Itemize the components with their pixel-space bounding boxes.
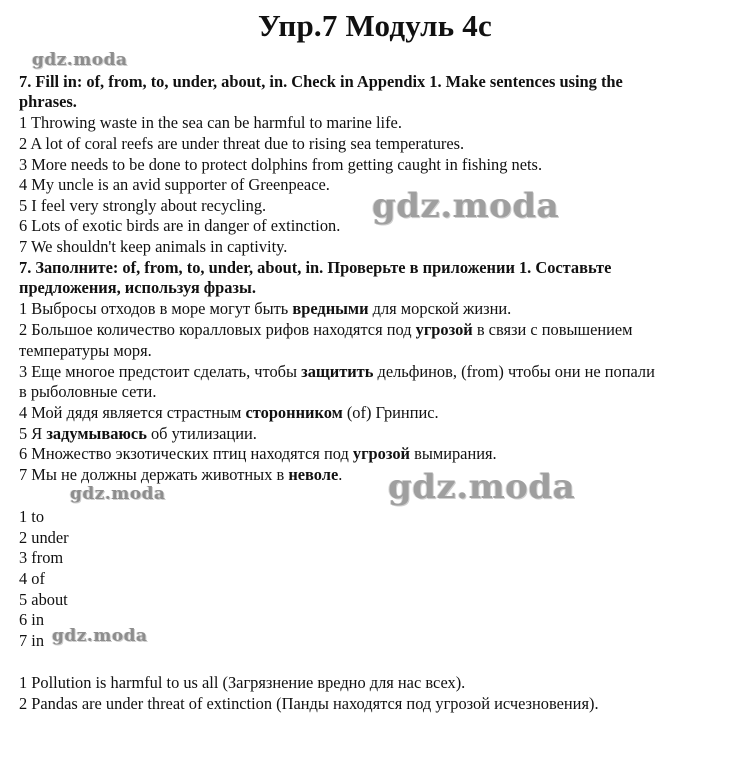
answer-item: 4 of <box>19 569 45 588</box>
en-sentence: 3 More needs to be done to protect dolphins from getting caught in fishing nets. <box>19 155 543 174</box>
en-sentence: 5 I feel very strongly about recycling. <box>19 196 267 215</box>
en-instruction: 7. Fill in: of, from, to, under, about, in. Check in Appendix 1. Make sentences using the <box>19 72 623 91</box>
answer-item: 1 to <box>19 507 45 526</box>
watermark: gdz.moda <box>32 50 128 70</box>
ru-sentence: 2 Большое количество коралловых рифов находятся под угрозой в связи с повышением <box>19 320 633 339</box>
page-title: Упр.7 Модуль 4с <box>258 8 492 43</box>
ru-sentence: 4 Мой дядя является страстным сторонником (of) Гринпис. <box>19 403 439 422</box>
en-sentence: 6 Lots of exotic birds are in danger of extinction. <box>19 216 341 235</box>
watermark: gdz.moda <box>52 626 148 646</box>
en-instruction: phrases. <box>19 92 77 111</box>
ru-instruction: предложения, используя фразы. <box>19 278 256 297</box>
ru-sentence: 1 Выбросы отходов в море могут быть вредными для морской жизни. <box>19 299 512 318</box>
ru-sentence: 5 Я задумываюсь об утилизации. <box>19 424 257 443</box>
answer-item: 5 about <box>19 590 68 609</box>
ru-sentence: температуры моря. <box>19 341 152 360</box>
example-sentence: 1 Pollution is harmful to us all (Загрязнение вредно для нас всех). <box>19 673 466 692</box>
answer-item: 2 under <box>19 528 69 547</box>
ru-sentence: 3 Еще многое предстоит сделать, чтобы защитить дельфинов, (from) чтобы они не попали <box>19 362 655 381</box>
en-sentence: 2 A lot of coral reefs are under threat due to rising sea temperatures. <box>19 134 465 153</box>
ru-instruction: 7. Заполните: of, from, to, under, about, in. Проверьте в приложении 1. Составьте <box>19 258 612 277</box>
en-sentence: 7 We shouldn't keep animals in captivity. <box>19 237 288 256</box>
example-sentence: 2 Pandas are under threat of extinction (Панды находятся под угрозой исчезновения). <box>19 694 599 713</box>
answer-item: 6 in <box>19 610 45 629</box>
ru-sentence: 6 Множество экзотических птиц находятся под угрозой вымирания. <box>19 444 497 463</box>
watermark: gdz.moda <box>70 484 166 504</box>
ru-sentence: 7 Мы не должны держать животных в неволе. <box>19 465 343 484</box>
watermark: gdz.moda <box>372 186 560 226</box>
watermark: gdz.moda <box>388 467 576 507</box>
en-sentence: 1 Throwing waste in the sea can be harmful to marine life. <box>19 113 402 132</box>
answer-item: 3 from <box>19 548 64 567</box>
answer-item: 7 in <box>19 631 45 650</box>
en-sentence: 4 My uncle is an avid supporter of Greenpeace. <box>19 175 330 194</box>
ru-sentence: в рыболовные сети. <box>19 382 157 401</box>
